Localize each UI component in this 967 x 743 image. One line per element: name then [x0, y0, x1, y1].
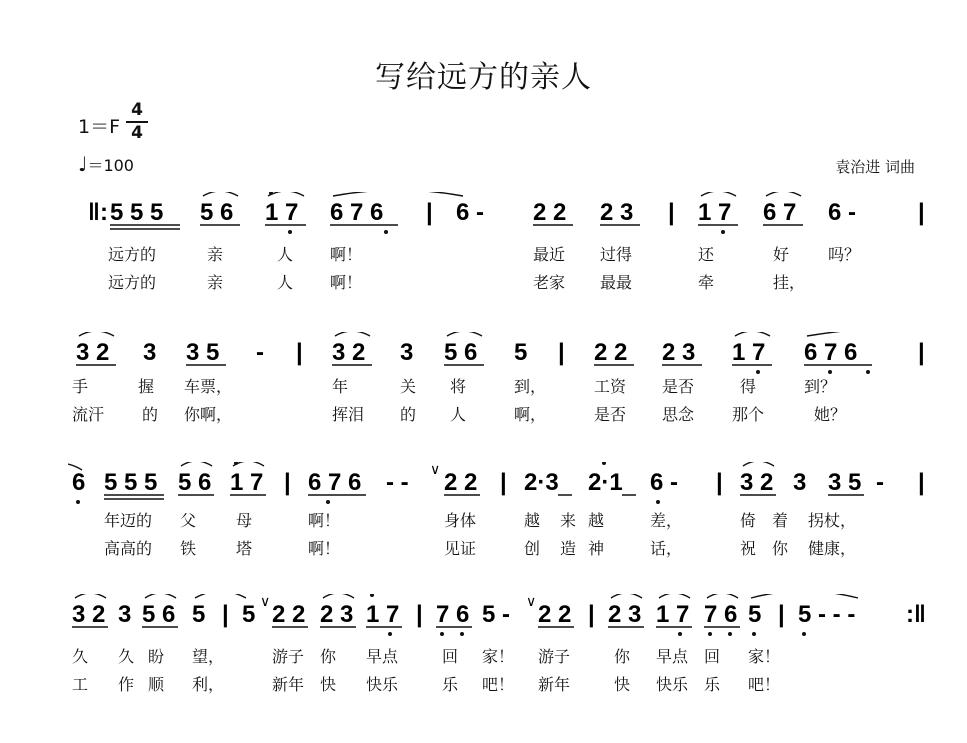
- lyric-word: 好: [773, 245, 790, 264]
- lyric-word: 身体: [444, 511, 477, 530]
- note: 1 7: [656, 601, 690, 628]
- note: 2 2: [533, 199, 567, 226]
- breath-mark: ∨: [430, 462, 441, 477]
- lyric-word: 铁: [180, 539, 197, 558]
- barline: |: [918, 469, 925, 496]
- lyric-word: 啊，: [514, 405, 547, 424]
- lyric-word: 母: [236, 511, 253, 530]
- note: 2 2: [594, 339, 628, 366]
- note: 6 -: [650, 469, 679, 496]
- lyric-word: 快乐: [656, 675, 689, 694]
- lyric-word: 是否: [594, 405, 627, 424]
- key-signature: 1＝F: [78, 116, 121, 138]
- composer-credit: 袁治进 词曲: [835, 158, 915, 176]
- lyric-word: 顺: [148, 675, 165, 694]
- barline: |: [500, 469, 507, 496]
- lyric-word: 流汗: [72, 405, 105, 424]
- note: -: [256, 339, 264, 366]
- slurs: [203, 192, 801, 196]
- lyric-word: 利，: [192, 675, 225, 694]
- notation-staff: [68, 594, 930, 640]
- slurs: [75, 594, 858, 598]
- underlines: [104, 495, 864, 499]
- lyric-word: 塔: [236, 539, 253, 558]
- lyric-word: 手: [72, 377, 89, 396]
- note: 7 6: [704, 601, 738, 628]
- lyric-word: 啊！: [308, 539, 341, 558]
- lyric-word: 挂，: [773, 273, 806, 292]
- note: -: [876, 469, 884, 496]
- lyric-verse-1: [68, 374, 930, 398]
- note: 2 3: [608, 601, 642, 628]
- lyric-word: 早点: [656, 647, 689, 666]
- lyric-word: 创: [524, 539, 541, 558]
- note: 1 7: [698, 199, 732, 226]
- lyric-word: 倚: [740, 511, 757, 530]
- lyric-word: 回: [442, 647, 459, 666]
- lyric-word: 那个: [732, 405, 765, 424]
- lyric-verse-2: [68, 536, 930, 560]
- lyric-verse-1: [68, 508, 930, 532]
- tempo-value: ＝100: [87, 156, 134, 175]
- lyric-word: 乐: [704, 675, 721, 694]
- note: 5: [242, 601, 256, 628]
- note: 6: [72, 469, 86, 496]
- lyric-word: 着: [772, 511, 789, 530]
- note: 5: [748, 601, 762, 628]
- tempo-marking: [78, 152, 134, 176]
- lyric-word: 工资: [594, 377, 627, 396]
- lyric-word: 乐: [442, 675, 459, 694]
- note: 5: [192, 601, 206, 628]
- note: 7 6: [436, 601, 470, 628]
- lyric-word: 车票，: [184, 377, 233, 396]
- lyric-word: 挥泪: [332, 405, 365, 424]
- lyric-word: 她？: [814, 405, 847, 424]
- note: 5 5 5: [110, 199, 164, 226]
- note: 3 5: [828, 469, 862, 496]
- note: 5 6: [142, 601, 176, 628]
- note: 2 2: [538, 601, 572, 628]
- lyric-word: 吧！: [748, 675, 781, 694]
- note: 2·1: [588, 469, 623, 496]
- barline: |: [222, 601, 229, 628]
- lyric-word: 你: [772, 539, 789, 558]
- note: 5 -: [482, 601, 511, 628]
- lyric-word: 过得: [600, 245, 633, 264]
- lyric-word: 快: [614, 675, 631, 694]
- notes: [72, 594, 926, 628]
- note: 3 5: [186, 339, 220, 366]
- barline: |: [284, 469, 291, 496]
- lyric-word: 神: [588, 539, 605, 558]
- lyric-word: 快: [320, 675, 337, 694]
- note: 1 7: [732, 339, 766, 366]
- lyric-word: 家！: [482, 647, 515, 666]
- notation-svg: [68, 332, 930, 378]
- lyric-word: 人: [277, 245, 294, 264]
- lyric-word: 思念: [662, 405, 695, 424]
- lyric-word: 来: [560, 511, 577, 530]
- note: 3: [400, 339, 414, 366]
- lyric-word: 快乐: [366, 675, 399, 694]
- lyric-word: 老家: [533, 273, 566, 292]
- note: 6 7 6: [308, 469, 362, 496]
- note: 2·3: [524, 469, 559, 496]
- note: 3: [793, 469, 807, 496]
- lyric-word: 吧！: [482, 675, 515, 694]
- notation-staff: [68, 192, 930, 238]
- note: ‖:: [88, 199, 108, 226]
- lyric-word: 盼: [148, 647, 165, 666]
- notation-svg: [68, 594, 930, 640]
- lyric-word: 越: [524, 511, 541, 530]
- lyric-word: 握: [138, 377, 155, 396]
- breath-mark: ∨: [260, 594, 271, 609]
- lyric-word: 吗？: [828, 245, 861, 264]
- lyric-word: 回: [704, 647, 721, 666]
- slurs: [79, 332, 918, 336]
- lyric-word: 到？: [804, 377, 837, 396]
- lyric-word: 游子: [272, 647, 305, 666]
- lyric-word: 是否: [662, 377, 695, 396]
- lyric-verse-2: [68, 402, 930, 426]
- lyric-verse-1: [68, 644, 930, 668]
- lyric-word: 游子: [538, 647, 571, 666]
- song-title: 写给远方的亲人: [375, 60, 592, 95]
- note: 5 - - -: [798, 601, 856, 628]
- barline: :‖: [906, 601, 926, 628]
- time-signature-bottom: 4: [131, 123, 143, 143]
- note: 2 3: [600, 199, 634, 226]
- note: 6 7 6: [804, 339, 858, 366]
- lyric-word: 亲: [207, 245, 224, 264]
- lyric-word: 早点: [366, 647, 399, 666]
- notation-svg: [68, 462, 930, 508]
- note: 6 7 6: [330, 199, 384, 226]
- note: 6 7: [763, 199, 797, 226]
- note: 3: [118, 601, 132, 628]
- lyric-word: 作: [118, 675, 135, 694]
- lyric-word: 祝: [740, 539, 757, 558]
- time-signature: [126, 101, 148, 143]
- barline: |: [588, 601, 595, 628]
- notation-staff: [68, 332, 930, 378]
- note: 1 7: [230, 469, 264, 496]
- note: 3 2: [740, 469, 774, 496]
- lyric-word: 啊！: [330, 273, 363, 292]
- lyric-word: 关: [400, 377, 417, 396]
- note: 1 7: [366, 601, 400, 628]
- barline: |: [778, 601, 785, 628]
- barline: |: [716, 469, 723, 496]
- notes: [76, 339, 925, 366]
- lyric-word: 到，: [514, 377, 547, 396]
- lyric-verse-1: [68, 242, 930, 266]
- note: 5: [514, 339, 528, 366]
- barline: |: [296, 339, 303, 366]
- lyric-word: 工: [72, 675, 89, 694]
- lyric-word: 牵: [698, 273, 715, 292]
- time-signature-top: 4: [131, 100, 143, 120]
- barline: |: [918, 339, 925, 366]
- lyric-word: 最最: [600, 273, 633, 292]
- note: 5 6: [178, 469, 212, 496]
- barline: |: [558, 339, 565, 366]
- lyric-word: 人: [450, 405, 467, 424]
- note: 3 2: [76, 339, 110, 366]
- lyric-word: 啊！: [308, 511, 341, 530]
- notes: [88, 199, 925, 226]
- lyric-word: 造: [560, 539, 577, 558]
- lyric-word: 人: [277, 273, 294, 292]
- barline: |: [426, 199, 433, 226]
- breath-mark: ∨: [526, 594, 537, 609]
- lyric-word: 远方的: [108, 273, 157, 292]
- lyric-word: 拐杖，: [808, 511, 857, 530]
- lyric-word: 你啊，: [184, 405, 233, 424]
- note: 5 6: [444, 339, 478, 366]
- notation-svg: [68, 192, 930, 238]
- lyric-word: 得: [740, 377, 757, 396]
- octave-dots: [76, 462, 660, 504]
- lyric-word: 健康，: [808, 539, 857, 558]
- quarter-note-icon: ♩: [78, 152, 88, 176]
- lyric-word: 远方的: [108, 245, 157, 264]
- lyric-word: 年: [332, 377, 349, 396]
- note: 3 2: [332, 339, 366, 366]
- lyric-word: 还: [698, 245, 715, 264]
- lyric-word: 家！: [748, 647, 781, 666]
- lyric-word: 久: [72, 647, 89, 666]
- note: - -: [386, 469, 409, 496]
- barline: |: [918, 199, 925, 226]
- notes: [72, 462, 925, 496]
- note: 2 3: [662, 339, 696, 366]
- lyric-word: 话，: [650, 539, 683, 558]
- lyric-word: 父: [180, 511, 197, 530]
- note: 2 3: [320, 601, 354, 628]
- lyric-word: 久: [118, 647, 135, 666]
- lyric-word: 你: [320, 647, 337, 666]
- lyric-word: 最近: [533, 245, 566, 264]
- notation-staff: [68, 462, 930, 508]
- note: 6 -: [456, 199, 485, 226]
- lyric-word: 将: [450, 377, 467, 396]
- lyric-word: 差，: [650, 511, 683, 530]
- lyric-word: 的: [400, 405, 417, 424]
- lyric-word: 的: [142, 405, 159, 424]
- lyric-word: 高高的: [104, 539, 153, 558]
- lyric-word: 越: [588, 511, 605, 530]
- note: 3 2: [72, 601, 106, 628]
- lyric-verse-2: [68, 270, 930, 294]
- lyric-word: 啊！: [330, 245, 363, 264]
- note: 2 2: [444, 469, 478, 496]
- note: 6 -: [828, 199, 857, 226]
- lyric-word: 新年: [272, 675, 305, 694]
- note: 3: [143, 339, 157, 366]
- lyric-verse-2: [68, 672, 930, 696]
- lyric-word: 亲: [207, 273, 224, 292]
- lyric-word: 你: [614, 647, 631, 666]
- barline: |: [668, 199, 675, 226]
- lyric-word: 望，: [192, 647, 225, 666]
- note: 2 2: [272, 601, 306, 628]
- lyric-word: 新年: [538, 675, 571, 694]
- lyric-word: 见证: [444, 539, 477, 558]
- lyric-word: 年迈的: [104, 511, 153, 530]
- note: 1 7: [265, 199, 299, 226]
- note: 5 5 5: [104, 469, 158, 496]
- barline: |: [416, 601, 423, 628]
- note: 5 6: [200, 199, 234, 226]
